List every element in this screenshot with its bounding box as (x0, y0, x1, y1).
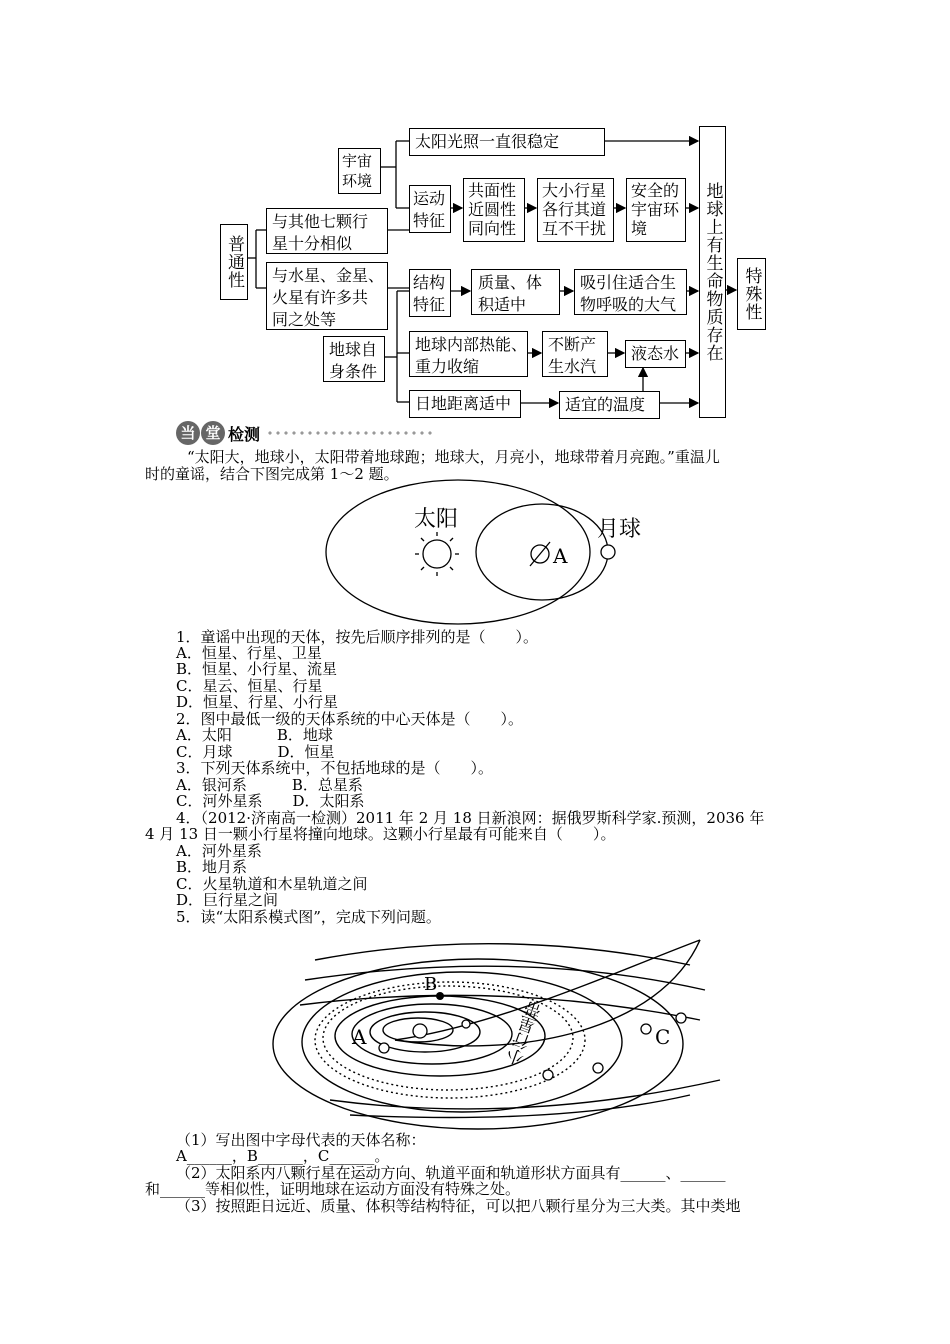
question-line: A．恒星、行星、卫星 (176, 644, 322, 662)
label-b: B (424, 974, 438, 995)
subquestion-3-line-1: （3）按照距日远近、质量、体积等结构特征，可以把八颗行星分为三大类。其中类地 (176, 1197, 741, 1215)
distance-box: 日地距离适中 (409, 390, 521, 418)
question-line: D．巨行星之间 (176, 891, 279, 909)
subquestion-2-line-2: 和______等相似性，证明地球在运动方面没有特殊之处。 (145, 1180, 521, 1198)
question-line: B．地月系 (176, 858, 248, 876)
question-line: A．太阳 B．地球 (176, 726, 333, 744)
atmosphere-box: 吸引住适合生 物呼吸的大气 (574, 269, 687, 315)
question-line: 1．童谣中出现的天体，按先后顺序排列的是（ ）。 (176, 628, 539, 646)
subquestion-1-blanks: A______，B______，C______。 (176, 1147, 390, 1165)
section-badge-2: 堂 (201, 421, 225, 445)
safe-env-box: 安全的 宇宙环 境 (626, 178, 686, 242)
question-line: D．恒星、行星、小行星 (176, 693, 339, 711)
question-line: A．银河系 B．总星系 (176, 776, 363, 794)
cosmic-env-box: 宇宙 环境 (338, 148, 381, 194)
planet-dot (379, 1043, 389, 1053)
section-badge-1: 当 (176, 421, 200, 445)
planet-dot (462, 1020, 470, 1028)
question-line: C．星云、恒星、行星 (176, 677, 323, 695)
question-line: 5．读“太阳系模式图”，完成下列问题。 (176, 908, 441, 926)
planet-dot (676, 1013, 686, 1023)
orbit (302, 972, 622, 1112)
section-title: 检测 (228, 424, 261, 444)
specialness-box: 特殊性 (737, 258, 766, 330)
liquid-water-box: 液态水 (625, 340, 686, 368)
water-vapor-box: 不断产 生水汽 (542, 331, 608, 377)
label-a: A (352, 1025, 367, 1049)
question-line: B．恒星、小行星、流星 (176, 660, 338, 678)
label-c: C (655, 1025, 671, 1049)
intro-line-2: 时的童谣，结合下图完成第 1～2 题。 (145, 465, 399, 483)
question-line: 4 月 13 日一颗小行星将撞向地球。这颗小行星最有可能来自（ ）。 (145, 825, 616, 843)
planet-dot (593, 1063, 603, 1073)
question-line: C．火星轨道和木星轨道之间 (176, 875, 368, 893)
sun-stable-box: 太阳光照一直很稳定 (409, 128, 605, 156)
internal-heat-box: 地球内部热能、 重力收缩 (409, 331, 528, 377)
sun-label: 太阳 (414, 507, 459, 532)
similar-terrestrial-box: 与水星、金星、 火星有许多共 同之处等 (266, 262, 388, 330)
similar-seven-box: 与其他七颗行 星十分相似 (266, 208, 388, 254)
question-line: 2．图中最低一级的天体系统的中心天体是（ ）。 (176, 710, 524, 728)
orbits-box: 大小行星 各行其道 互不干扰 (537, 178, 614, 242)
asteroid-belt-label: 小行星带 (505, 998, 548, 1070)
question-line: 4．（2012·济南高一检测）2011 年 2 月 18 日新浪网：据俄罗斯科学家.预测，2036 年 (176, 809, 765, 827)
mass-volume-box: 质量、体 积适中 (471, 269, 560, 315)
earth-conditions-box: 地球自 身条件 (323, 336, 385, 382)
intro-line-1: “太阳大，地球小，太阳带着地球跑；地球大，月亮小，地球带着月亮跑。”重温儿 (187, 448, 720, 466)
life-exists-box: 地球上有生命物质存在 (699, 126, 726, 418)
motion-properties-box: 共面性 近圆性 同向性 (463, 178, 525, 242)
planet-dot (543, 1070, 553, 1080)
question-line: 3．下列天体系统中，不包括地球的是（ ）。 (176, 759, 494, 777)
question-line: C．月球 D．恒星 (176, 743, 335, 761)
question-line: A．河外星系 (176, 842, 262, 860)
question-line: C．河外星系 D．太阳系 (176, 792, 365, 810)
temperature-box: 适宜的温度 (559, 391, 660, 419)
motion-feature-box: 运动 特征 (409, 185, 451, 233)
moon-label: 月球 (597, 517, 642, 542)
universality-box: 普通性 (220, 224, 248, 300)
sun-circle (413, 1024, 427, 1038)
subquestion-2-line-1: （2）太阳系内八颗行星在运动方向、轨道平面和轨道形状方面具有______、______ (176, 1164, 726, 1182)
subquestion-1: （1）写出图中字母代表的天体名称： (176, 1131, 426, 1149)
structure-feature-box: 结构 特征 (409, 269, 451, 317)
orbit (352, 1004, 512, 1064)
planet-dot (641, 1024, 651, 1034)
earth-label-a: A (553, 544, 568, 568)
